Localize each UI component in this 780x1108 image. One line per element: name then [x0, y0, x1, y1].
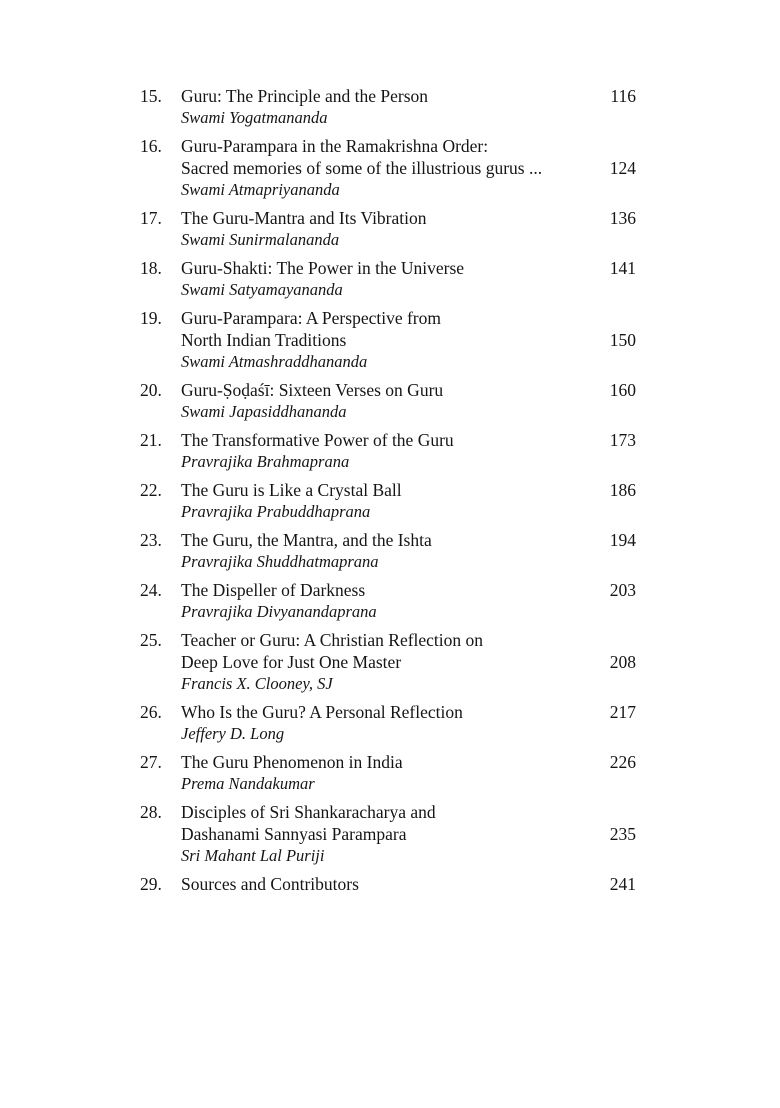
entry-title-text: The Guru, the Mantra, and the Ishta: [181, 530, 432, 550]
entry-title-text: Guru-Parampara in the Ramakrishna Order:: [181, 136, 489, 156]
entry-title-line: [181, 85, 636, 107]
entry-number: 27.: [140, 752, 162, 772]
entry-title-text: The Guru-Mantra and Its Vibration: [181, 208, 427, 228]
toc-entry: [140, 873, 636, 895]
entry-title-text: Guru-Parampara: A Perspective from: [181, 308, 441, 328]
entry-author: Francis X. Clooney, SJ: [181, 674, 333, 693]
entry-page-number: 203: [609, 580, 636, 600]
toc-entry: [140, 801, 636, 867]
entry-page-number: 208: [609, 652, 636, 672]
entry-title-line: [181, 479, 636, 501]
entry-title-line: [181, 207, 636, 229]
entry-page-number: 186: [609, 480, 636, 500]
entry-number: 16.: [140, 136, 162, 156]
entry-number: 23.: [140, 530, 162, 550]
entry-number: 18.: [140, 258, 162, 278]
entry-page-number: 235: [609, 824, 636, 844]
entry-title-text: The Transformative Power of the Guru: [181, 430, 454, 450]
entry-title-text: Guru-Ṣoḍaśī: Sixteen Verses on Guru: [181, 380, 444, 400]
entry-title-line: [181, 651, 636, 673]
entry-number: 26.: [140, 702, 162, 722]
entry-author: Swami Atmapriyananda: [181, 180, 340, 199]
entry-title-line: [181, 751, 636, 773]
entry-title-text: Sources and Contributors: [181, 874, 359, 894]
toc-entry: [140, 579, 636, 623]
entry-body: [181, 429, 636, 473]
entry-number: 22.: [140, 480, 162, 500]
toc-entry: [140, 629, 636, 695]
entry-body: [181, 751, 636, 795]
entry-title-line: [181, 157, 636, 179]
entry-title-text: Who Is the Guru? A Personal Reflection: [181, 702, 463, 722]
entry-number: 19.: [140, 308, 162, 328]
entry-title-text: The Guru Phenomenon in India: [181, 752, 403, 772]
entry-title-text: Dashanami Sannyasi Parampara: [181, 824, 407, 844]
entry-title-text: The Guru is Like a Crystal Ball: [181, 480, 402, 500]
entry-title-text: Guru: The Principle and the Person: [181, 86, 429, 106]
entry-title-text: Teacher or Guru: A Christian Reflection on: [181, 630, 484, 650]
entry-title-line: [181, 873, 636, 895]
entry-page-number: 124: [609, 158, 636, 178]
entry-number: 15.: [140, 86, 162, 106]
entry-page-number: 136: [609, 208, 636, 228]
entry-title-line: [181, 257, 636, 279]
toc-entry: [140, 751, 636, 795]
entry-title-line: [181, 701, 636, 723]
entry-author: Pravrajika Shuddhatmaprana: [181, 552, 379, 571]
entry-body: [181, 307, 636, 373]
entry-author: Prema Nandakumar: [181, 774, 315, 793]
entry-number: 21.: [140, 430, 162, 450]
entry-body: [181, 579, 636, 623]
entry-author: Swami Satyamayananda: [181, 280, 343, 299]
entry-title-line: [181, 429, 636, 451]
entry-page-number: 141: [609, 258, 636, 278]
toc-entry: [140, 207, 636, 251]
entry-title-line: [181, 629, 636, 651]
entry-title-text: Sacred memories of some of the illustrious gurus ...: [181, 158, 543, 178]
entry-author: Swami Yogatmananda: [181, 108, 328, 127]
entry-number: 24.: [140, 580, 162, 600]
entry-body: [181, 529, 636, 573]
entry-body: [181, 629, 636, 695]
entry-author: Jeffery D. Long: [181, 724, 285, 743]
toc-list: [140, 85, 636, 901]
entry-number: 29.: [140, 874, 162, 894]
entry-title-text: The Dispeller of Darkness: [181, 580, 366, 600]
entry-title-line: [181, 801, 636, 823]
entry-author: Pravrajika Brahmaprana: [181, 452, 350, 471]
entry-body: [181, 479, 636, 523]
entry-author: Pravrajika Prabuddhaprana: [181, 502, 371, 521]
entry-title-line: [181, 579, 636, 601]
entry-body: [181, 85, 636, 129]
toc-entry: [140, 257, 636, 301]
entry-title-line: [181, 379, 636, 401]
toc-entry: [140, 479, 636, 523]
entry-body: [181, 801, 636, 867]
toc-entry: [140, 429, 636, 473]
entry-title-line: [181, 307, 636, 329]
toc-entry: [140, 701, 636, 745]
entry-number: 17.: [140, 208, 162, 228]
entry-title-line: [181, 529, 636, 551]
entry-title-text: Disciples of Sri Shankaracharya and: [181, 802, 436, 822]
entry-page-number: 150: [609, 330, 636, 350]
entry-number: 28.: [140, 802, 162, 822]
toc-entry: [140, 85, 636, 129]
entry-body: [181, 135, 636, 201]
entry-number: 20.: [140, 380, 162, 400]
entry-number: 25.: [140, 630, 162, 650]
entry-page-number: 226: [609, 752, 636, 772]
entry-author: Swami Sunirmalananda: [181, 230, 340, 249]
entry-page-number: 116: [610, 86, 636, 106]
entry-title-text: North Indian Traditions: [181, 330, 347, 350]
entry-page-number: 241: [609, 874, 636, 894]
entry-title-line: [181, 329, 636, 351]
entry-title-text: Deep Love for Just One Master: [181, 652, 402, 672]
entry-body: [181, 207, 636, 251]
toc-entry: [140, 135, 636, 201]
entry-title-line: [181, 135, 636, 157]
toc-entry: [140, 529, 636, 573]
entry-body: [181, 701, 636, 745]
entry-author: Sri Mahant Lal Puriji: [181, 846, 325, 865]
entry-page-number: 173: [609, 430, 636, 450]
entry-page-number: 160: [609, 380, 636, 400]
entry-title-text: Guru-Shakti: The Power in the Universe: [181, 258, 465, 278]
entry-body: [181, 257, 636, 301]
entry-author: Swami Japasiddhananda: [181, 402, 347, 421]
entry-body: [181, 873, 636, 895]
entry-author: Swami Atmashraddhananda: [181, 352, 368, 371]
toc-entry: [140, 379, 636, 423]
entry-page-number: 194: [609, 530, 636, 550]
entry-author: Pravrajika Divyanandaprana: [181, 602, 377, 621]
entry-page-number: 217: [609, 702, 636, 722]
toc-entry: [140, 307, 636, 373]
entry-title-line: [181, 823, 636, 845]
entry-body: [181, 379, 636, 423]
